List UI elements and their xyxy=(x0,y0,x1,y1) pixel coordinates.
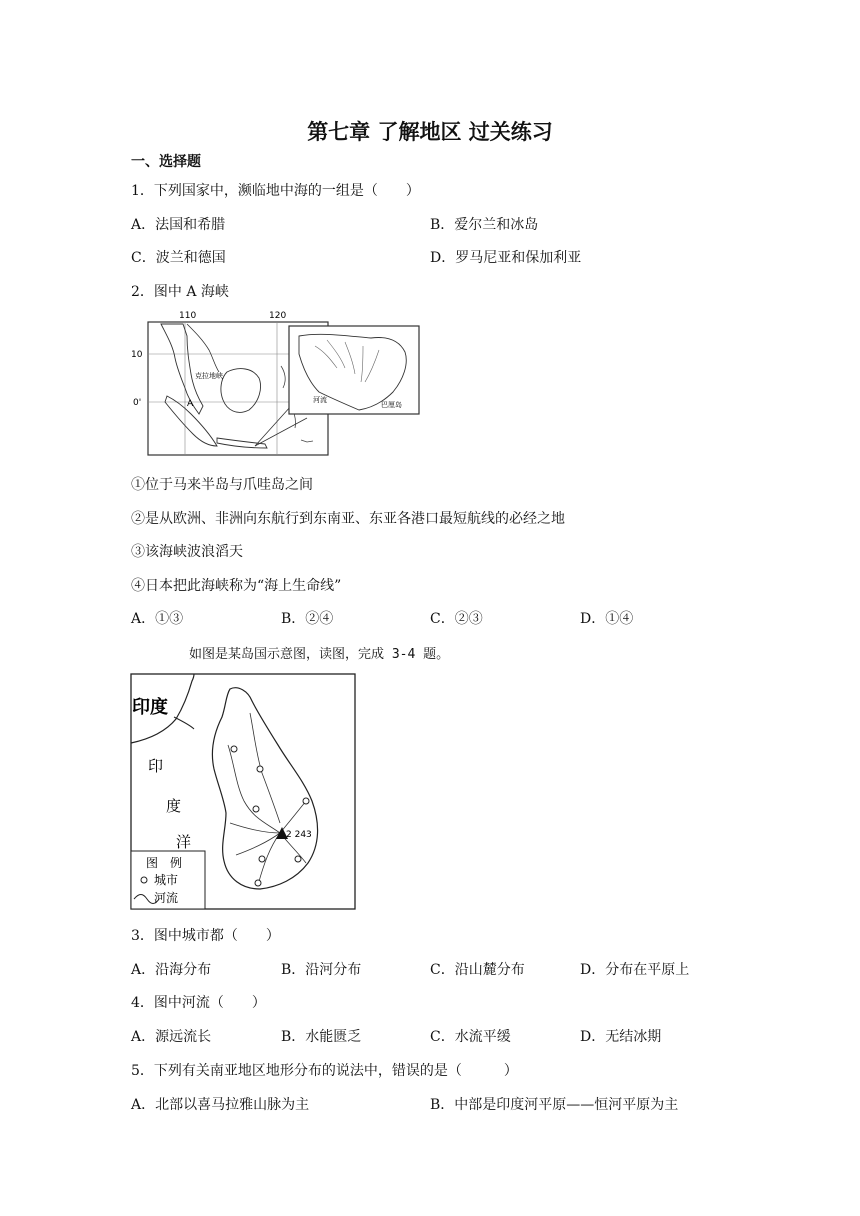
q5-stem: 5．下列有关南亚地区地形分布的说法中，错误的是（ ） xyxy=(131,1063,518,1079)
q5-option-a: A．北部以喜马拉雅山脉为主 xyxy=(131,1097,310,1113)
india-label: 印度 xyxy=(132,697,168,718)
legend-river: 河流 xyxy=(154,891,179,905)
q1-option-c: C．波兰和德国 xyxy=(131,250,226,266)
ocean-label-1: 印 xyxy=(148,757,164,775)
ocean-label-2: 度 xyxy=(166,797,182,815)
lon-110-label: 110 xyxy=(179,311,197,321)
isthmus-label: 克拉地峡 xyxy=(195,372,223,380)
strait-map xyxy=(131,306,423,458)
river-label: 河流 xyxy=(313,396,327,404)
q3-stem: 3．图中城市都（ ） xyxy=(131,928,280,944)
q2-option-d: D．①④ xyxy=(580,611,634,627)
q4-option-b: B．水能匮乏 xyxy=(281,1029,362,1045)
legend-city: 城市 xyxy=(154,873,179,887)
q4-stem: 4．图中河流（ ） xyxy=(131,995,266,1011)
legend-title: 图 例 xyxy=(146,856,183,870)
q1-option-b: B．爱尔兰和冰岛 xyxy=(430,217,539,233)
page-title: 第七章 了解地区 过关练习 xyxy=(307,120,553,144)
section-heading: 一、选择题 xyxy=(131,154,201,170)
q1-option-d: D．罗马尼亚和保加利亚 xyxy=(430,250,582,266)
lat-0-label: 0' xyxy=(133,398,142,408)
lon-120-label: 120 xyxy=(269,311,287,321)
q2-statement-1: ①位于马来半岛与爪哇岛之间 xyxy=(131,477,313,493)
q4-option-c: C．水流平缓 xyxy=(430,1029,511,1045)
intro-q3-q4: 如图是某岛国示意图，读图，完成 3-4 题。 xyxy=(189,647,450,662)
peak-elevation-label: 2 243 xyxy=(286,830,312,840)
q2-statement-3: ③该海峡波浪滔天 xyxy=(131,544,243,560)
q4-option-d: D．无结冰期 xyxy=(580,1029,662,1045)
bali-label: 巴厘岛 xyxy=(381,401,402,409)
q2-statement-2: ②是从欧洲、非洲向东航行到东南亚、东亚各港口最短航线的必经之地 xyxy=(131,511,565,527)
strait-a-label: A xyxy=(187,399,194,409)
island-map xyxy=(130,673,356,911)
q3-option-a: A．沿海分布 xyxy=(131,962,212,978)
lat-10-label: 10 xyxy=(131,350,143,360)
q2-option-c: C．②③ xyxy=(430,611,483,627)
q1-stem: 1．下列国家中，濒临地中海的一组是（ ） xyxy=(131,183,420,199)
q3-option-b: B．沿河分布 xyxy=(281,962,362,978)
q2-stem: 2．图中 A 海峡 xyxy=(131,284,229,300)
q5-option-b: B．中部是印度河平原——恒河平原为主 xyxy=(430,1097,679,1113)
q4-option-a: A．源远流长 xyxy=(131,1029,212,1045)
q1-option-a: A．法国和希腊 xyxy=(131,217,226,233)
q2-option-b: B．②④ xyxy=(281,611,334,627)
q2-option-a: A．①③ xyxy=(131,611,184,627)
q2-statement-4: ④日本把此海峡称为“海上生命线” xyxy=(131,578,342,594)
q3-option-c: C．沿山麓分布 xyxy=(430,962,525,978)
ocean-label-3: 洋 xyxy=(176,833,192,851)
city-legend-icon xyxy=(141,877,147,883)
q3-option-d: D．分布在平原上 xyxy=(580,962,690,978)
